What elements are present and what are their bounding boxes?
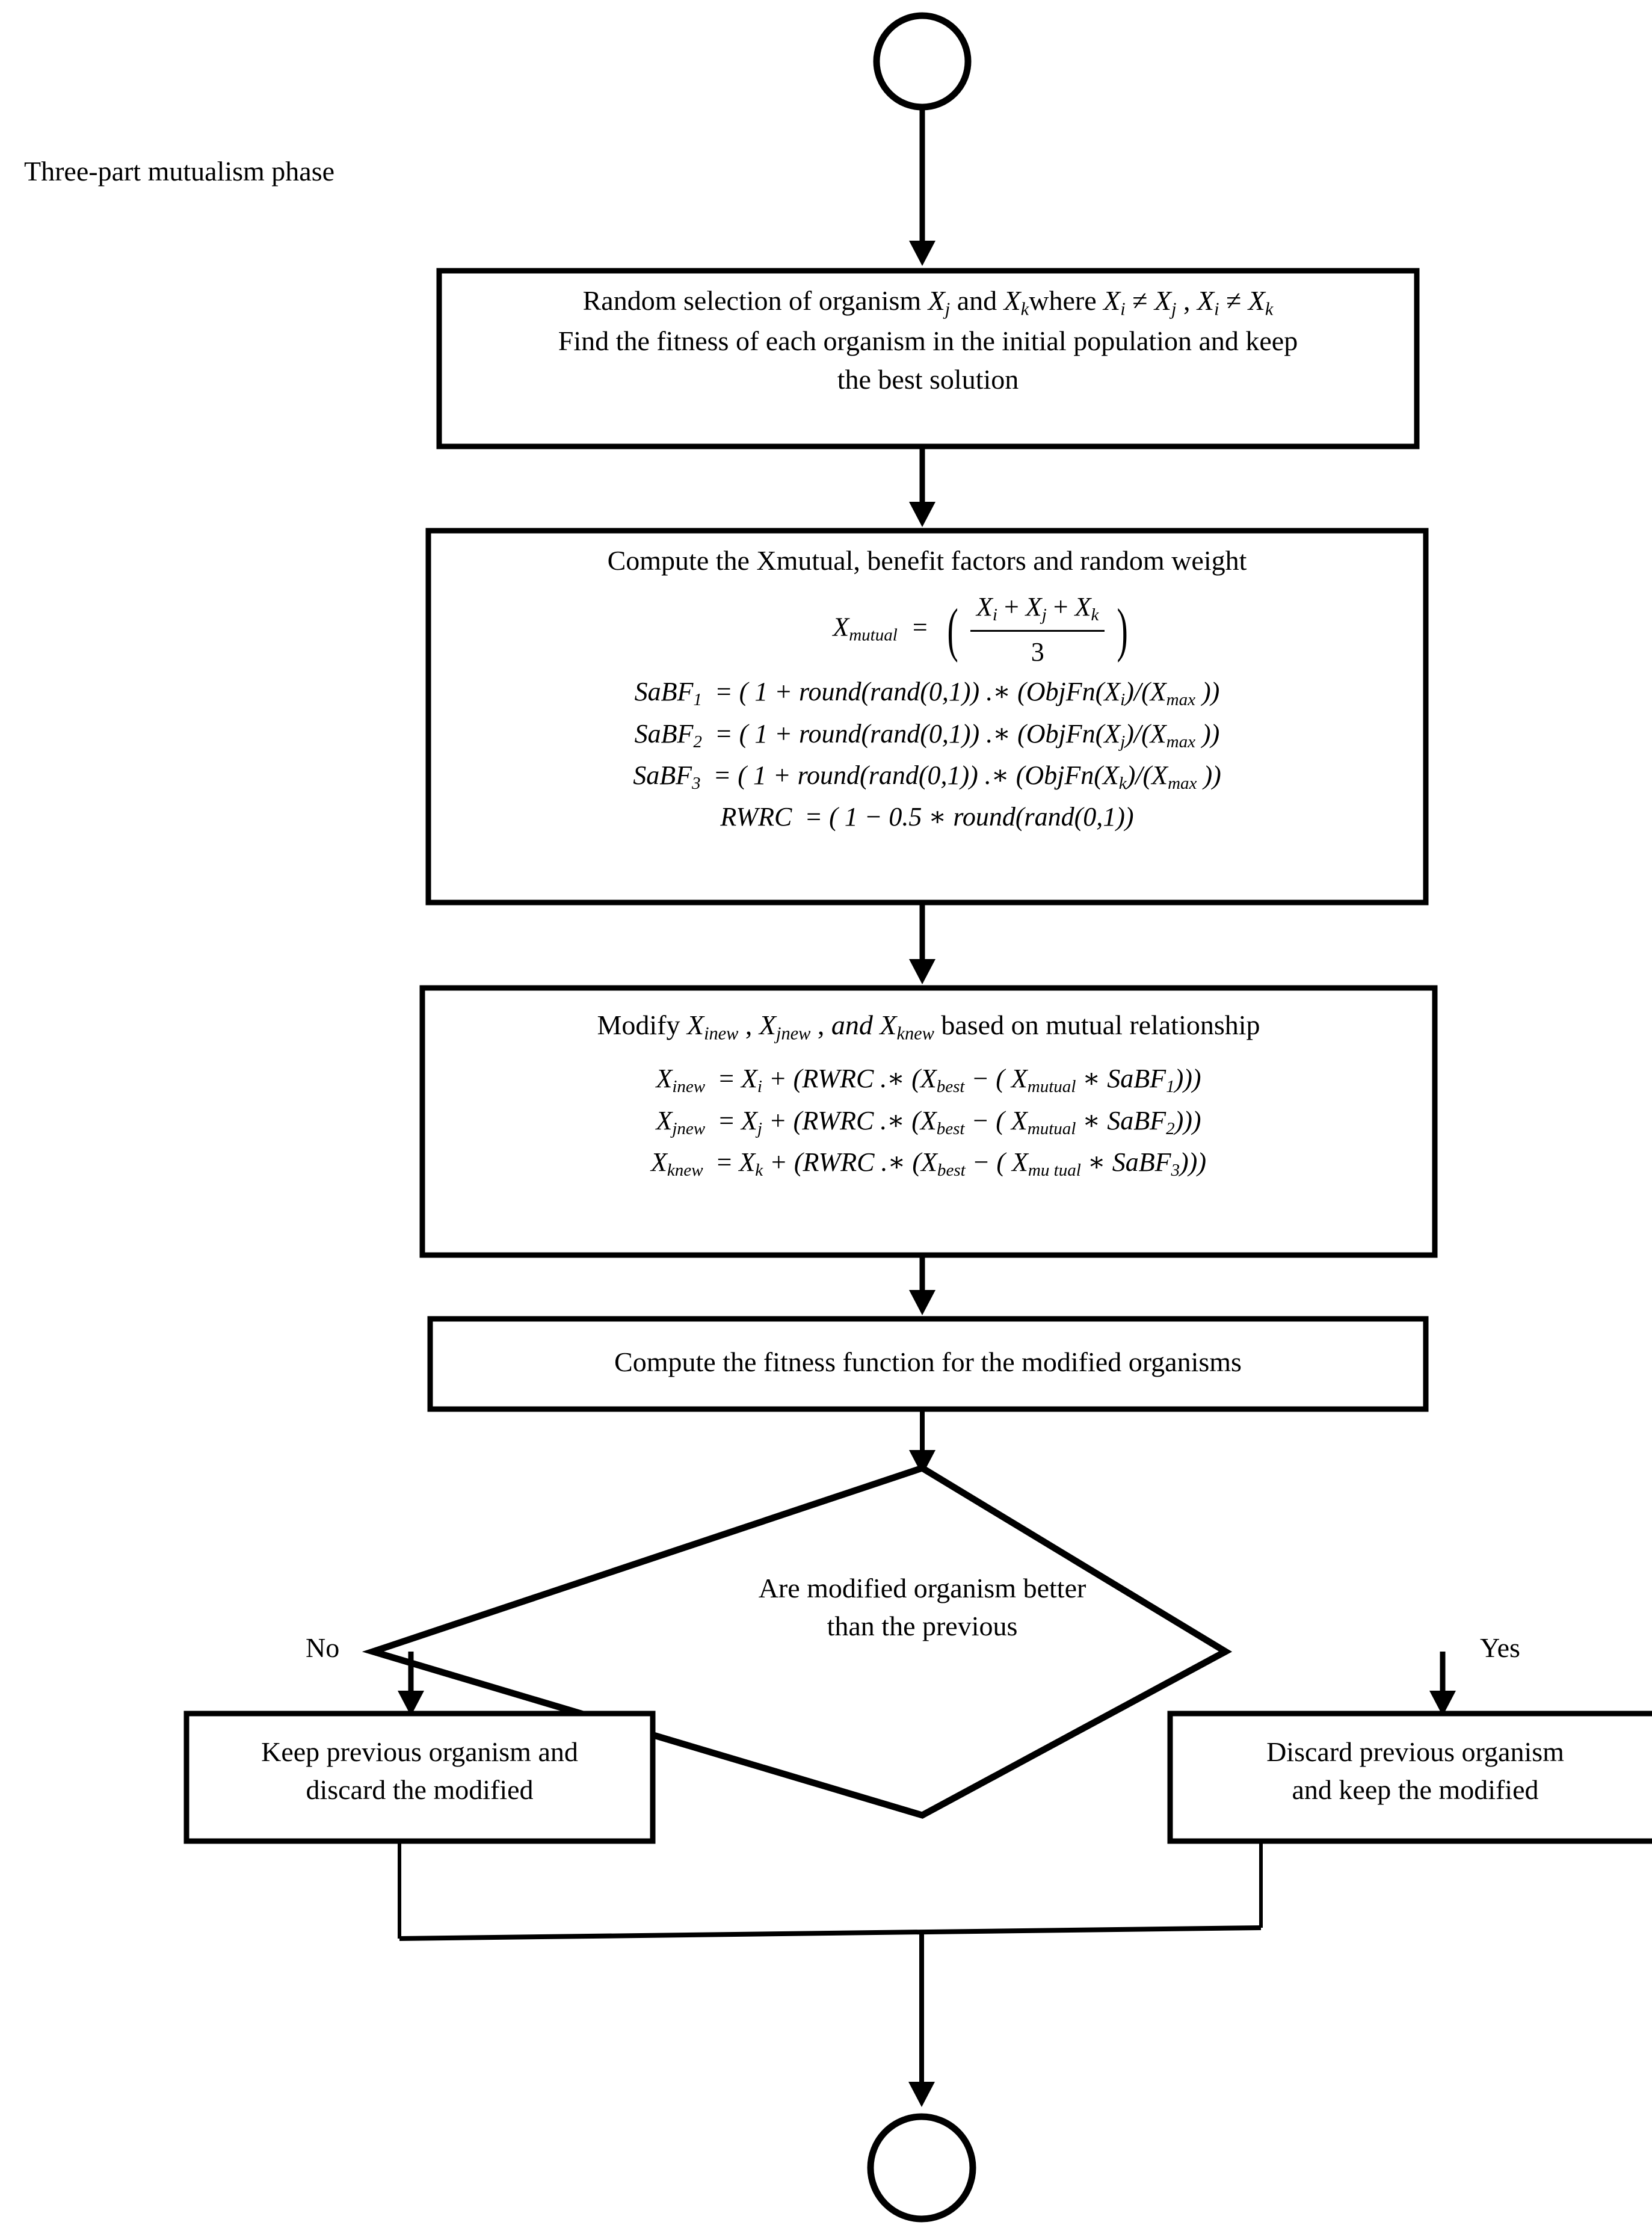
xinew-best: best — [936, 1077, 965, 1097]
modify-x3-sub: knew — [896, 1023, 934, 1044]
sabf2-sub: 2 — [693, 732, 702, 751]
selection-neq1: ≠ — [1125, 285, 1154, 316]
keep-previous-line-1: Keep previous organism and — [261, 1736, 578, 1767]
decision-line-1: Are modified organism better — [758, 1573, 1086, 1603]
equation-sabf3 — [434, 757, 1420, 795]
modify-x2-sub: jnew — [776, 1023, 811, 1044]
xknew-lhs: X — [651, 1147, 667, 1177]
sabf2-lhs: SaBF — [634, 718, 694, 748]
modify-sep2: , — [810, 1010, 831, 1040]
end-circle — [871, 2117, 973, 2219]
xjnew-best: best — [936, 1118, 965, 1138]
modify-box-text — [428, 1006, 1429, 1186]
xjnew-mid: − ( X — [964, 1105, 1028, 1135]
selection-where: where — [1029, 285, 1104, 316]
rwrc-lhs: RWRC — [720, 802, 792, 832]
start-circle — [877, 16, 968, 107]
sabf2-arg: j — [1120, 732, 1126, 751]
modify-heading-pre: Modify — [597, 1010, 687, 1040]
sabf2-rhs: = ( 1 + round(rand(0,1)) .∗ (ObjFn(X — [714, 718, 1121, 748]
selection-comma: , — [1176, 285, 1197, 316]
modify-x1-sub: inew — [704, 1023, 739, 1044]
discard-previous-line-2: and keep the modified — [1292, 1774, 1539, 1806]
selection-cond3: X — [1197, 285, 1215, 316]
num-xi: X — [976, 592, 993, 622]
xjnew-lhs-sub: jnew — [672, 1118, 706, 1138]
xmutual-numerator — [970, 589, 1105, 631]
xjnew-lhs: X — [656, 1105, 673, 1135]
sabf3-lhs: SaBF — [633, 760, 692, 790]
modify-x2: X — [759, 1010, 777, 1040]
xknew-body: + (RWRC .∗ (X — [769, 1147, 937, 1177]
selection-neq2: ≠ — [1219, 285, 1248, 316]
compute-box-heading: Compute the Xmutual, benefit factors and random weight — [607, 545, 1247, 576]
sabf3-arg: k — [1118, 773, 1127, 793]
xmutual-denominator: 3 — [1031, 637, 1044, 667]
sabf2-tail: )/(X — [1125, 718, 1167, 748]
selection-line1-pre: Random selection of organism — [582, 285, 928, 316]
xjnew-rhs-x: X — [741, 1105, 757, 1135]
selection-xj: X — [928, 285, 945, 316]
xinew-bf: ∗ SaBF — [1076, 1064, 1167, 1094]
modify-x1: X — [686, 1010, 704, 1040]
sabf3-max: max — [1168, 773, 1197, 793]
num-xi-sub: i — [992, 605, 997, 625]
xknew-bf-sub: 3 — [1171, 1160, 1180, 1180]
xjnew-bf: ∗ SaBF — [1076, 1105, 1167, 1135]
modify-box-heading — [428, 1006, 1429, 1046]
compute-box-text — [434, 541, 1420, 839]
sabf1-arg: i — [1120, 690, 1126, 710]
selection-cond1-sub: i — [1120, 298, 1126, 319]
xinew-body: + (RWRC .∗ (X — [768, 1064, 937, 1094]
xjnew-body: + (RWRC .∗ (X — [768, 1105, 937, 1135]
xinew-mid: − ( X — [964, 1064, 1028, 1094]
num-xj: X — [1025, 592, 1042, 622]
decision-text — [621, 1569, 1223, 1646]
right-paren-icon: ) — [1117, 596, 1129, 664]
num-xj-sub: j — [1041, 605, 1047, 625]
xmutual-fraction — [970, 589, 1105, 670]
xmutual-lhs: X — [833, 612, 849, 643]
num-plus2: + — [1046, 592, 1075, 622]
xjnew-mutual: mutual — [1027, 1118, 1076, 1138]
sabf3-close: )) — [1197, 760, 1221, 790]
equation-sabf2 — [434, 716, 1420, 754]
sabf1-sub: 1 — [693, 690, 702, 710]
selection-cond4-sub: k — [1265, 298, 1274, 319]
selection-cond3-sub: i — [1214, 298, 1219, 319]
xknew-best: best — [937, 1160, 966, 1180]
xinew-rhs-x: X — [741, 1064, 757, 1094]
xinew-equals: = — [719, 1064, 735, 1094]
discard-previous-line-1: Discard previous organism — [1266, 1736, 1564, 1767]
modify-sep1: , — [738, 1010, 759, 1040]
equation-xmutual — [434, 589, 1420, 670]
selection-cond2-sub: j — [1171, 298, 1177, 319]
edge-label-yes: Yes — [1480, 1632, 1520, 1663]
xinew-mutual: mutual — [1027, 1077, 1076, 1097]
selection-xk: X — [1003, 285, 1021, 316]
xknew-close: ))) — [1180, 1147, 1206, 1177]
sabf1-close: )) — [1195, 677, 1220, 707]
sabf2-close: )) — [1195, 718, 1220, 748]
sabf3-sub: 3 — [692, 773, 701, 793]
xjnew-rhs-x-sub: j — [757, 1118, 762, 1138]
keep-previous-line-2: discard the modified — [306, 1774, 534, 1806]
selection-xj-sub: j — [945, 298, 951, 319]
modify-x3: X — [880, 1010, 897, 1040]
phase-label: Three-part mutualism phase — [24, 156, 335, 187]
xmutual-lhs-sub: mutual — [849, 626, 898, 646]
equation-xjnew — [428, 1103, 1429, 1141]
xknew-equals: = — [717, 1147, 732, 1177]
keep-previous-box-text — [193, 1733, 647, 1809]
selection-line-1 — [448, 282, 1408, 322]
xknew-mutual: mu tual — [1028, 1160, 1081, 1180]
num-xk-sub: k — [1091, 605, 1099, 625]
fitness-box-text: Compute the fitness function for the modified organisms — [614, 1347, 1242, 1377]
equation-sabf1 — [434, 674, 1420, 712]
sabf1-lhs: SaBF — [634, 677, 694, 707]
xmutual-equals: = — [912, 612, 928, 643]
sabf3-rhs: = ( 1 + round(rand(0,1)) .∗ (ObjFn(X — [713, 760, 1119, 790]
selection-cond2: X — [1154, 285, 1172, 316]
xknew-bf: ∗ SaBF — [1080, 1147, 1171, 1177]
equation-xinew — [428, 1061, 1429, 1099]
xinew-lhs: X — [656, 1064, 673, 1094]
selection-line-2: Find the fitness of each organism in the initial population and keep — [558, 326, 1298, 357]
rwrc-rhs: = ( 1 − 0.5 ∗ round(rand(0,1)) — [804, 802, 1134, 832]
left-paren-icon: ( — [947, 596, 958, 664]
selection-line-3: the best solution — [837, 363, 1019, 395]
sabf1-tail: )/(X — [1125, 677, 1167, 707]
xknew-lhs-sub: knew — [667, 1160, 703, 1180]
num-xk: X — [1074, 592, 1091, 622]
edge-label-no: No — [306, 1632, 340, 1663]
sabf3-tail: )/(X — [1126, 760, 1168, 790]
sabf1-rhs: = ( 1 + round(rand(0,1)) .∗ (ObjFn(X — [714, 677, 1121, 707]
xjnew-equals: = — [719, 1105, 735, 1135]
selection-xk-sub: k — [1020, 298, 1029, 319]
xjnew-bf-sub: 2 — [1166, 1118, 1175, 1138]
equation-rwrc — [434, 799, 1420, 836]
sabf2-max: max — [1166, 732, 1196, 751]
selection-cond4: X — [1248, 285, 1265, 316]
equation-xknew — [428, 1144, 1429, 1182]
merge-line — [399, 1928, 1261, 1939]
selection-box-text — [448, 282, 1408, 398]
num-plus1: + — [997, 592, 1026, 622]
modify-heading-post: based on mutual relationship — [934, 1010, 1260, 1040]
xknew-rhs-x-sub: k — [755, 1160, 763, 1180]
xinew-close: ))) — [1174, 1064, 1201, 1094]
selection-and: and — [950, 285, 1004, 316]
sabf1-max: max — [1166, 690, 1196, 710]
xinew-rhs-x-sub: i — [757, 1077, 762, 1097]
modify-and: and — [831, 1010, 880, 1040]
xknew-rhs-x: X — [739, 1147, 756, 1177]
xjnew-close: ))) — [1174, 1105, 1201, 1135]
xknew-mid: − ( X — [965, 1147, 1028, 1177]
xinew-bf-sub: 1 — [1166, 1077, 1175, 1097]
xinew-lhs-sub: inew — [672, 1077, 706, 1097]
selection-cond1: X — [1103, 285, 1121, 316]
decision-line-2: than the previous — [827, 1611, 1018, 1642]
discard-previous-box-text — [1176, 1733, 1652, 1809]
